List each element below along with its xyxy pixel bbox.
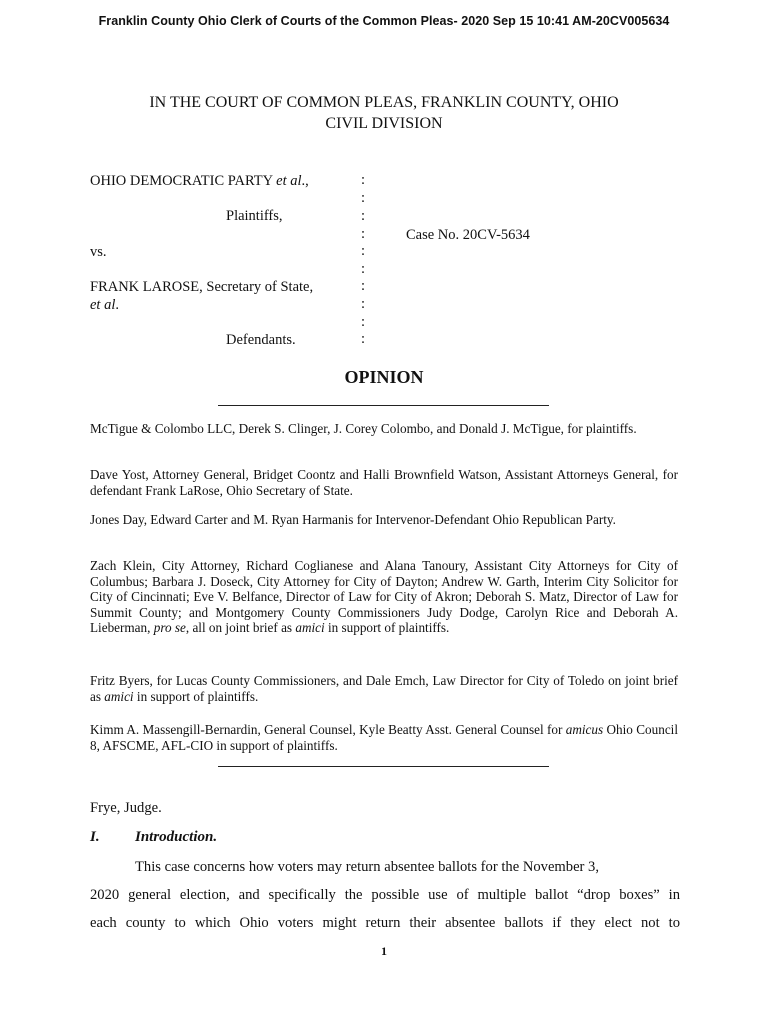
counsel-entry: Fritz Byers, for Lucas County Commissioners, and Dale Emch, Law Director for City of Toledo on joint brief as amici in support of plaintiffs. bbox=[90, 673, 678, 704]
opinion-title: OPINION bbox=[344, 367, 424, 387]
court-heading-line2: CIVIL DIVISION bbox=[325, 115, 443, 132]
caption-colon: : bbox=[361, 172, 366, 188]
caption-colon: : bbox=[361, 331, 366, 347]
counsel-entry: Kimm A. Massengill-Bernardin, General Counsel, Kyle Beatty Asst. General Counsel for amicus Ohio Council 8, AFSCME, AFL-CIO in support of plaintiffs. bbox=[90, 722, 678, 753]
court-heading-line1: IN THE COURT OF COMMON PLEAS, FRANKLIN COUNTY, OHIO bbox=[149, 94, 619, 111]
section-title: Introduction. bbox=[135, 829, 218, 845]
court-heading bbox=[0, 92, 768, 134]
counsel-entry: McTigue & Colombo LLC, Derek S. Clinger, J. Corey Colombo, and Donald J. McTigue, for plaintiffs. bbox=[90, 421, 637, 436]
plaintiffs-label: Plaintiffs, bbox=[226, 208, 283, 224]
judge-line: Frye, Judge. bbox=[90, 800, 162, 816]
body-paragraph: This case concerns how voters may return absentee ballots for the November 3, 2020 general election, and specifically the possible use of multiple ballot “drop boxes” in each county to which Ohio voters might return their absentee ballots if they elect not to bbox=[90, 859, 680, 931]
plaintiff-name: OHIO DEMOCRATIC PARTY et al., bbox=[90, 173, 309, 189]
caption-colon: : bbox=[361, 261, 366, 277]
clerk-filing-stamp: Franklin County Ohio Clerk of Courts of the Common Pleas- 2020 Sep 15 10:41 AM-20CV005634 bbox=[98, 14, 670, 28]
divider-rule bbox=[218, 766, 549, 767]
caption-colon: : bbox=[361, 314, 366, 330]
counsel-entry: Jones Day, Edward Carter and M. Ryan Harmanis for Intervenor-Defendant Ohio Republican Party. bbox=[90, 512, 616, 527]
caption-colon: : bbox=[361, 243, 366, 259]
versus-label: vs. bbox=[90, 244, 107, 260]
caption-colon: : bbox=[361, 208, 366, 224]
caption-colon: : bbox=[361, 190, 366, 206]
caption-colon: : bbox=[361, 226, 366, 242]
case-number: Case No. 20CV-5634 bbox=[406, 227, 530, 243]
page-number: 1 bbox=[381, 944, 387, 958]
caption-colon: : bbox=[361, 278, 366, 294]
counsel-entry: Dave Yost, Attorney General, Bridget Coontz and Halli Brownfield Watson, Assistant Attorneys General, for defendant Frank LaRose, Ohio Secretary of State. bbox=[90, 467, 678, 498]
counsel-entry: Zach Klein, City Attorney, Richard Coglianese and Alana Tanoury, Assistant City Attorneys for City of Columbus; Barbara J. Doseck, City Attorney for City of Dayton; Andrew W. Garth, Interim City Solicitor for City of Cincinnati; Eve V. Belfance, Director of Law for City of Akron; Deborah S. Matz, Director of Law for Summit County; and Montgomery County Commissioners Judy Dodge, Carolyn Rice and Deborah A. Lieberman, pro se, all on joint brief as amici in support of plaintiffs. bbox=[90, 558, 678, 635]
section-number: I. bbox=[90, 829, 100, 845]
divider-rule bbox=[218, 405, 549, 406]
defendants-label: Defendants. bbox=[226, 332, 296, 348]
defendant-name: FRANK LAROSE, Secretary of State, et al. bbox=[90, 279, 314, 313]
caption-colon: : bbox=[361, 296, 366, 312]
